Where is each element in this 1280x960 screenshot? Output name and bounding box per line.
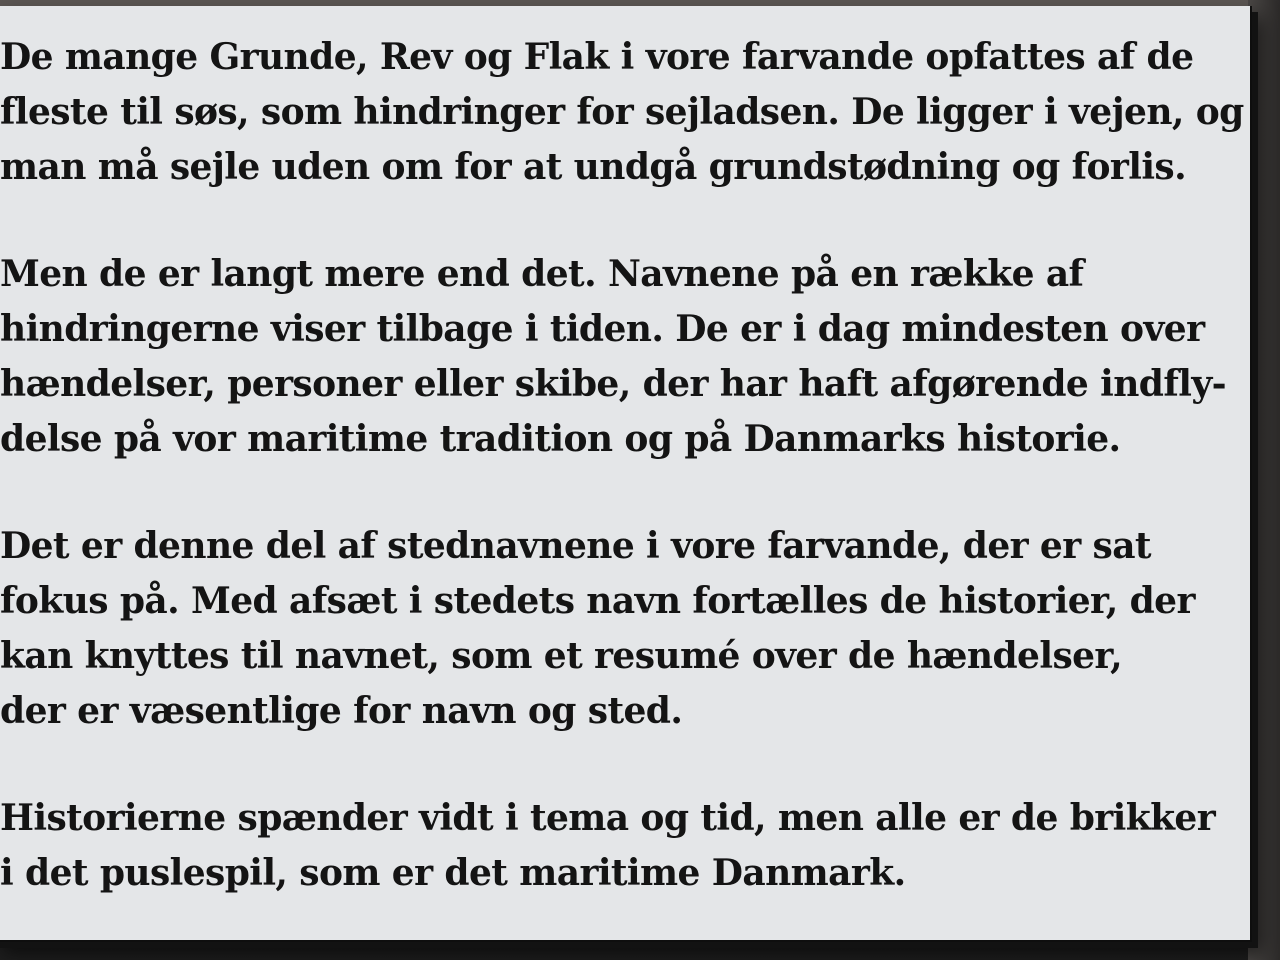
paragraph-2 — [0, 247, 1240, 467]
text-line: delse på vor maritime tradition og på Danmarks historie. — [0, 418, 1121, 460]
text-line: fleste til søs, som hindringer for sejladsen. De ligger i vejen, og — [0, 91, 1244, 133]
text-line: man må sejle uden om for at undgå grundstødning og forlis. — [0, 146, 1187, 188]
printed-card — [0, 6, 1252, 942]
text-line: Historierne spænder vidt i tema og tid, men alle er de brikker — [0, 797, 1216, 839]
text-line: hindringerne viser tilbage i tiden. De er i dag mindesten over — [0, 308, 1205, 350]
background-edge-right — [1248, 0, 1280, 960]
text-line: kan knyttes til navnet, som et resumé over de hændelser, — [0, 635, 1123, 677]
text-line: hændelser, personer eller skibe, der har haft afgørende indfly- — [0, 363, 1226, 405]
paragraph-3 — [0, 519, 1240, 739]
text-line: i det puslespil, som er det maritime Danmark. — [0, 852, 906, 894]
text-line: fokus på. Med afsæt i stedets navn fortælles de historier, der — [0, 580, 1195, 622]
text-line: De mange Grunde, Rev og Flak i vore farvande opfattes af de — [0, 36, 1194, 78]
body-text — [0, 30, 1244, 942]
text-line: der er væsentlige for navn og sted. — [0, 690, 683, 732]
paragraph-4 — [0, 791, 1240, 901]
text-line: Det er denne del af stednavnene i vore farvande, der er sat — [0, 525, 1151, 567]
text-line: Men de er langt mere end det. Navnene på en række af — [0, 253, 1084, 295]
paragraph-1 — [0, 30, 1244, 195]
